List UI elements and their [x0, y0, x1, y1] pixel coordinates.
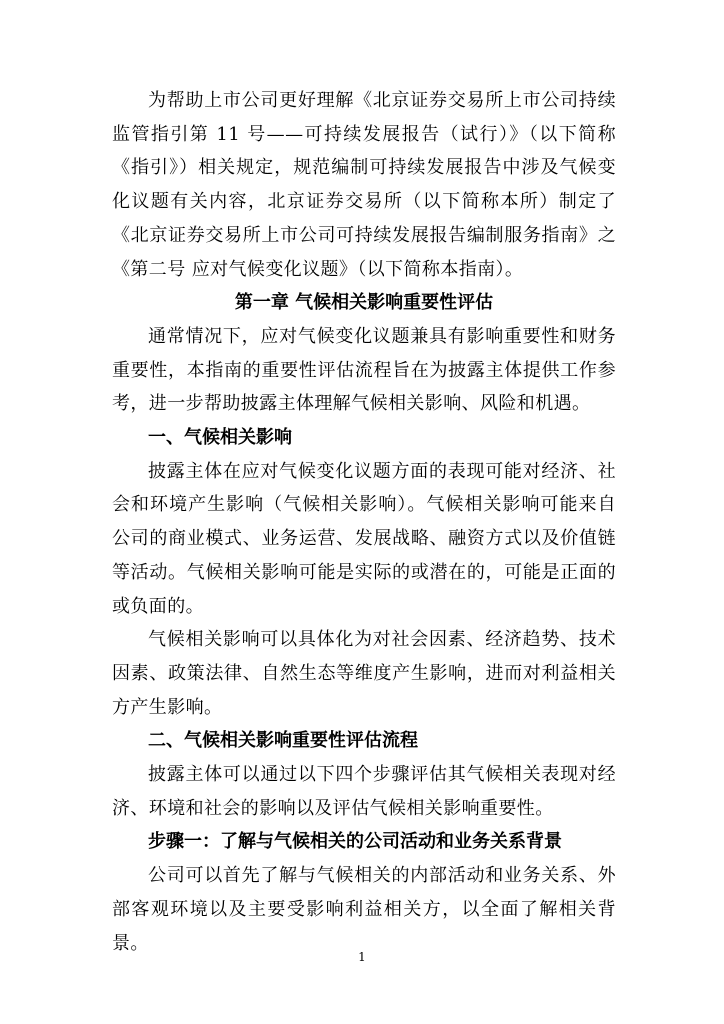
document-body [112, 84, 616, 960]
page-number: 1 [358, 950, 366, 964]
section-2-title: 二、气候相关影响重要性评估流程 [148, 730, 418, 752]
chapter-title: 第一章 气候相关影响重要性评估 [234, 292, 494, 314]
section-1-paragraph-2: 气候相关影响可以具体化为对社会因素、经济趋势、技术因素、政策法律、自然生态等维度产生影响，进而对利益相关方产生影响。 [112, 629, 616, 718]
step-1-paragraph: 公司可以首先了解与气候相关的内部活动和业务关系、外部客观环境以及主要受影响利益相关方，以全面了解相关背景。 [112, 865, 616, 954]
intro-paragraph: 为帮助上市公司更好理解《北京证券交易所上市公司持续监管指引第 11 号——可持续发展报告（试行）》（以下简称《指引》）相关规定，规范编制可持续发展报告中涉及气候变化议题有关内容，北京证券交易所（以下简称本所）制定了《北京证券交易所上市公司可持续发展报告编制服务指南》之《第二号 应对气候变化议题》（以下简称本指南）。 [112, 90, 616, 280]
chapter-paragraph: 通常情况下，应对气候变化议题兼具有影响重要性和财务重要性，本指南的重要性评估流程旨在为披露主体提供工作参考，进一步帮助披露主体理解气候相关影响、风险和机遇。 [112, 325, 616, 415]
section-1-title: 一、气候相关影响 [148, 427, 292, 449]
section-1-paragraph-1: 披露主体在应对气候变化议题方面的表现可能对经济、社会和环境产生影响（气候相关影响）。气候相关影响可能来自公司的商业模式、业务运营、发展战略、融资方式以及价值链等活动。气候相关影响可能是实际的或潜在的，可能是正面的或负面的。 [112, 460, 616, 617]
step-1-title: 步骤一：了解与气候相关的公司活动和业务关系背景 [148, 831, 562, 853]
section-2-paragraph: 披露主体可以通过以下四个步骤评估其气候相关表现对经济、环境和社会的影响以及评估气候相关影响重要性。 [112, 764, 616, 819]
